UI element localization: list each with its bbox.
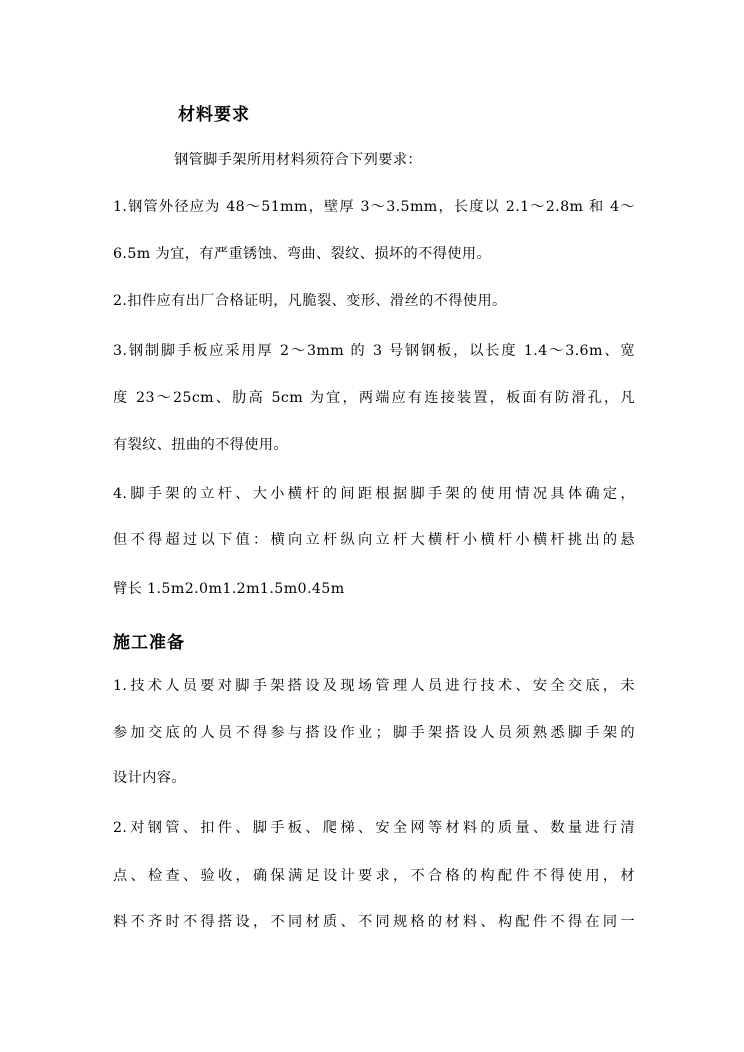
text-line: 3.钢制脚手板应采用厚 2～3mm 的 3 号钢钢板，以长度 1.4～3.6m、宽 <box>113 343 635 359</box>
text-line: 点、检查、验收，确保满足设计要求，不合格的构配件不得使用，材 <box>113 868 635 884</box>
text-line: 6.5m 为宜，有严重锈蚀、弯曲、裂纹、损坏的不得使用。 <box>113 246 492 262</box>
text-line: 2.扣件应有出厂合格证明，凡脆裂、变形、滑丝的不得使用。 <box>113 293 507 309</box>
section-title-preparation: 施工准备 <box>113 633 185 653</box>
text-line: 有裂纹、扭曲的不得使用。 <box>113 437 289 453</box>
text-line: 4.脚手架的立杆、大小横杆的间距根据脚手架的使用情况具体确定， <box>113 486 635 502</box>
text-line: 臂长 1.5m2.0m1.2m1.5m0.45m <box>113 581 345 597</box>
text-line: 但不得超过以下值：横向立杆纵向立杆大横杆小横杆小横杆挑出的悬 <box>113 532 635 548</box>
text-line: 参加交底的人员不得参与搭设作业；脚手架搭设人员须熟悉脚手架的 <box>113 725 635 741</box>
text-line: 1.技术人员要对脚手架搭设及现场管理人员进行技术、安全交底，未 <box>113 678 635 694</box>
text-line: 设计内容。 <box>113 770 186 786</box>
text-line: 1.钢管外径应为 48～51mm，壁厚 3～3.5mm，长度以 2.1～2.8m 和 4～ <box>113 199 635 215</box>
section-title-materials: 材料要求 <box>178 105 250 125</box>
text-line: 料不齐时不得搭设，不同材质、不同规格的材料、构配件不得在同一 <box>113 914 635 930</box>
intro-line: 钢管脚手架所用材料须符合下列要求： <box>174 152 422 168</box>
text-line: 度 23～25cm、肋高 5cm 为宜，两端应有连接装置，板面有防滑孔，凡 <box>113 390 635 406</box>
text-line: 2.对钢管、扣件、脚手板、爬梯、安全网等材料的质量、数量进行清 <box>113 820 635 836</box>
